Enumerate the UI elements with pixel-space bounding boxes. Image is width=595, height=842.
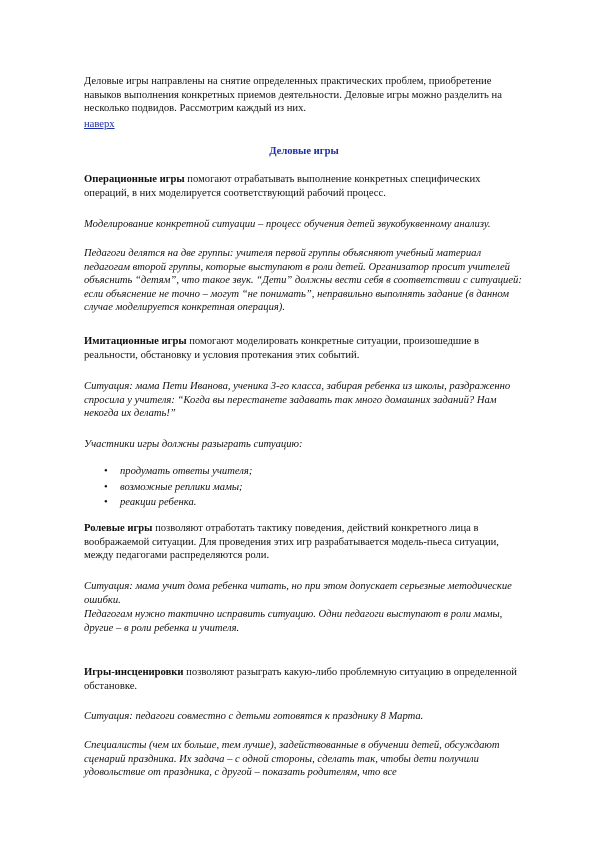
bullet-icon: • bbox=[104, 497, 108, 508]
imitation-term: Имитационные игры bbox=[84, 336, 187, 347]
staging-situation: Ситуация: педагоги совместно с детьми готовятся к празднику 8 Марта. bbox=[84, 711, 424, 722]
staging-text: позволяют разыграть какую-либо проблемную ситуацию в определенной обстановке. bbox=[84, 667, 517, 692]
role-term: Ролевые игры bbox=[84, 523, 153, 534]
list-item: • возможные реплики мамы; bbox=[104, 481, 243, 493]
staging-specialists: Специалисты (чем их больше, тем лучше), задействованные в обучении детей, обсуждают сценарий праздника. Их задача – с одной стороны, сделать так, чтобы дети получили удовольствие от праздника, с другой – показать родителям, что все bbox=[84, 740, 500, 778]
operational-example-2: Педагоги делятся на две группы: учителя первой группы объясняют учебный материал педагогам второй группы, которые выступают в роли детей. Организатор просит учителей объяснить “детям”, что такое звук. “Дети” должны вести себя в соответствии с ситуацией: если объяснение не точно – могут “не понимать”, неправильно выполнять задание (в данном случае моделируется конкретная операция). bbox=[84, 248, 522, 313]
bullet-icon: • bbox=[104, 481, 108, 493]
role-games-paragraph bbox=[84, 522, 524, 563]
staging-games-paragraph bbox=[84, 666, 524, 693]
imitation-situation: Ситуация: мама Пети Иванова, ученика 3-го класса, забирая ребенка из школы, раздраженно спросила у учителя: “Когда вы перестанете задавать так много домашних заданий? Нам некогда их делать!” bbox=[84, 381, 511, 419]
bullet-icon: • bbox=[104, 466, 108, 477]
imitation-task: Участники игры должны разыграть ситуацию: bbox=[84, 439, 303, 450]
section-heading: Деловые игры bbox=[269, 146, 339, 157]
role-text: позволяют отработать тактику поведения, действий конкретного лица в воображаемой ситуации. Для проведения этих игр разрабатывается модель-пьеса ситуации, между педагогами распределяются роли. bbox=[84, 523, 499, 561]
operational-term: Операционные игры bbox=[84, 174, 185, 185]
role-situation-1: Ситуация: мама учит дома ребенка читать, но при этом допускает серьезные методические ошибки. bbox=[84, 581, 512, 606]
list-item: • реакции ребенка. bbox=[104, 497, 197, 508]
operational-text: помогают отрабатывать выполнение конкретных специфических операций, в них моделируется соответствующий рабочий процесс. bbox=[84, 174, 481, 199]
list-item: • продумать ответы учителя; bbox=[104, 466, 253, 477]
back-to-top-link[interactable]: наверх bbox=[84, 119, 115, 130]
operational-example-1: Моделирование конкретной ситуации – процесс обучения детей звукобуквенному анализу. bbox=[84, 219, 491, 230]
imitation-games-paragraph bbox=[84, 335, 524, 362]
imitation-bullet-list bbox=[84, 465, 524, 512]
staging-term: Игры-инсценировки bbox=[84, 667, 184, 678]
role-situation-2: Педагогам нужно тактично исправить ситуацию. Одни педагоги выступают в роли мамы, другие – в роли ребенка и учителя. bbox=[84, 609, 503, 634]
intro-paragraph: Деловые игры направлены на снятие определенных практических проблем, приобретение навыков выполнения конкретных приемов деятельности. Деловые игры можно разделить на несколько подвидов. Рассмотрим каждый из них. bbox=[84, 76, 502, 114]
imitation-text: помогают моделировать конкретные ситуации, произошедшие в реальности, обстановку и условия протекания этих событий. bbox=[84, 336, 480, 361]
operational-games-paragraph bbox=[84, 173, 524, 200]
top-link-line bbox=[84, 118, 524, 132]
